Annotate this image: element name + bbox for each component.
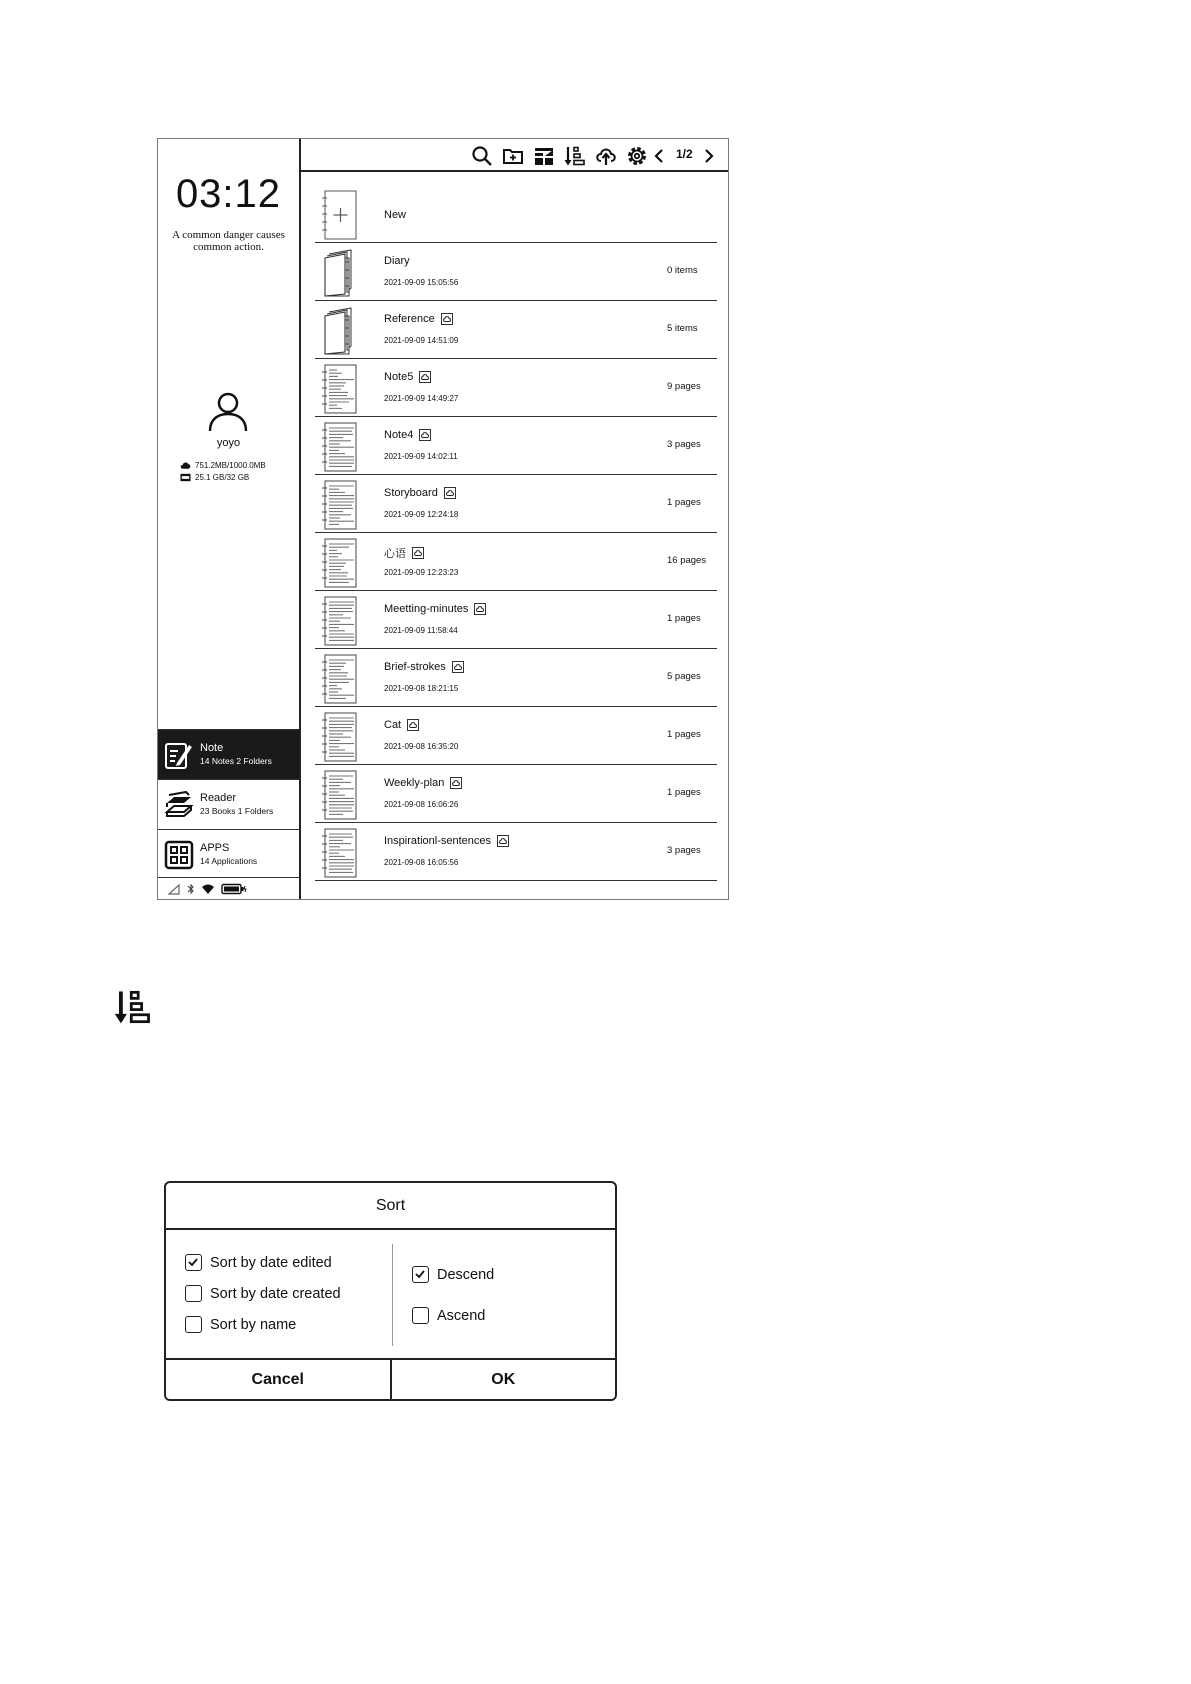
item-name-text: Diary — [384, 255, 410, 267]
device-storage — [180, 473, 249, 482]
new-note-icon — [321, 190, 357, 240]
item-name — [384, 313, 453, 325]
checkbox-unchecked[interactable] — [185, 1316, 202, 1333]
dialog-divider — [392, 1244, 393, 1346]
item-name — [384, 835, 509, 847]
nav-note-sub: 14 Notes 2 Folders — [200, 756, 272, 766]
item-date: 2021-09-09 12:24:18 — [384, 510, 459, 519]
nav-apps-sub: 14 Applications — [200, 856, 258, 866]
note-thumbnail — [321, 770, 357, 820]
note-row[interactable] — [315, 591, 717, 649]
sort-by-name-label: Sort by name — [210, 1316, 297, 1333]
cloud-storage-value: 751.2MB/1000.0MB — [195, 461, 266, 470]
item-date: 2021-09-09 11:58:44 — [384, 626, 458, 635]
sort-icon — [114, 988, 152, 1026]
sort-icon[interactable] — [564, 145, 586, 167]
note-thumbnail — [321, 654, 357, 704]
ok-button[interactable]: OK — [390, 1360, 616, 1399]
item-date: 2021-09-08 16:35:20 — [384, 742, 459, 751]
sort-dialog — [164, 1181, 617, 1401]
new-note-row[interactable] — [315, 185, 717, 243]
item-count: 1 pages — [667, 497, 701, 508]
note-row[interactable] — [315, 765, 717, 823]
item-name — [384, 719, 419, 731]
item-name — [384, 545, 424, 561]
checkbox-checked[interactable] — [185, 1254, 202, 1271]
item-name-text: Cat — [384, 719, 402, 731]
bluetooth-icon — [187, 883, 195, 895]
item-name — [384, 371, 431, 383]
nav-apps[interactable] — [158, 829, 299, 879]
note-row[interactable] — [315, 823, 717, 881]
note-thumbnail — [321, 480, 357, 530]
item-name-text: 心语 — [384, 548, 406, 560]
wifi-icon — [202, 883, 214, 895]
nav-note[interactable] — [158, 729, 299, 779]
grid-view-icon[interactable] — [533, 145, 555, 167]
item-count: 5 items — [667, 323, 698, 334]
device-storage-value: 25.1 GB/32 GB — [195, 473, 250, 482]
note-row[interactable] — [315, 359, 717, 417]
nav-reader[interactable] — [158, 779, 299, 829]
chevron-right-icon[interactable] — [702, 145, 716, 167]
nav-reader-label: Reader — [200, 792, 237, 804]
clock: 03:12 — [175, 172, 282, 216]
folder-thumbnail-icon — [321, 306, 357, 356]
sort-dialog-title: Sort — [166, 1183, 615, 1230]
cloud-sync-icon — [441, 313, 453, 325]
checkbox-checked[interactable] — [412, 1266, 429, 1283]
item-count: 5 pages — [667, 671, 701, 682]
note-thumbnail — [321, 538, 357, 588]
dialog-footer — [166, 1358, 615, 1399]
item-name — [384, 603, 486, 615]
item-name-text: Note5 — [384, 371, 414, 383]
note-thumbnail — [321, 596, 357, 646]
cloud-sync-icon — [452, 661, 464, 673]
ascend-label: Ascend — [437, 1307, 486, 1324]
item-count: 3 pages — [667, 845, 701, 856]
cloud-sync-icon — [407, 719, 419, 731]
item-name — [384, 255, 410, 267]
note-thumbnail — [321, 712, 357, 762]
item-name-text: Weekly-plan — [384, 777, 445, 789]
cloud-sync-icon — [450, 777, 462, 789]
cloud-sync-icon — [419, 371, 431, 383]
cloud-sync-icon — [412, 547, 424, 559]
sort-by-name-option[interactable] — [185, 1316, 296, 1333]
item-date: 2021-09-09 14:49:27 — [384, 394, 459, 403]
note-icon — [164, 740, 194, 770]
battery-icon — [221, 883, 247, 895]
note-row[interactable] — [315, 707, 717, 765]
new-folder-icon[interactable] — [502, 145, 524, 167]
cloud-sync-icon — [497, 835, 509, 847]
username: yoyo — [216, 437, 241, 449]
cloud-icon — [180, 461, 191, 470]
item-name-text: Brief-strokes — [384, 661, 446, 673]
item-name — [384, 429, 431, 441]
item-date: 2021-09-09 14:51:09 — [384, 336, 459, 345]
item-name-text: Inspirationl-sentences — [384, 835, 492, 847]
item-name-text: Note4 — [384, 429, 414, 441]
note-thumbnail — [321, 364, 357, 414]
nav-note-label: Note — [200, 742, 224, 754]
item-name-text: Meetting-minutes — [384, 603, 469, 615]
daily-quote: A common danger causes common action. — [172, 229, 285, 253]
item-date: 2021-09-08 18:21:15 — [384, 684, 459, 693]
checkbox-unchecked[interactable] — [412, 1307, 429, 1324]
sidebar — [158, 139, 301, 899]
toolbar — [301, 139, 728, 172]
item-count: 16 pages — [667, 555, 707, 566]
note-row[interactable] — [315, 475, 717, 533]
books-icon — [164, 790, 194, 820]
item-count: 1 pages — [667, 787, 701, 798]
settings-icon[interactable] — [626, 145, 648, 167]
item-date: 2021-09-09 15:05:56 — [384, 278, 459, 287]
cloud-storage — [180, 461, 266, 470]
folder-row[interactable] — [315, 243, 717, 301]
status-bar — [158, 877, 299, 899]
cloud-upload-icon[interactable] — [595, 145, 617, 167]
ascend-option[interactable] — [412, 1307, 485, 1324]
note-thumbnail — [321, 422, 357, 472]
checkbox-unchecked[interactable] — [185, 1285, 202, 1302]
chevron-left-icon[interactable] — [652, 145, 666, 167]
item-count: 0 items — [667, 265, 698, 276]
item-count: 1 pages — [667, 613, 701, 624]
folder-thumbnail-icon — [321, 248, 357, 298]
note-row[interactable] — [315, 417, 717, 475]
item-count: 1 pages — [667, 729, 701, 740]
apps-grid-icon — [164, 840, 194, 870]
item-name-text: Storyboard — [384, 487, 438, 499]
item-name-text: Reference — [384, 313, 435, 325]
nav-reader-sub: 23 Books 1 Folders — [200, 806, 274, 816]
user-avatar-icon[interactable] — [206, 389, 250, 433]
sort-by-date-created-option[interactable] — [185, 1285, 341, 1302]
search-icon[interactable] — [471, 145, 493, 167]
item-name — [384, 661, 464, 673]
note-row[interactable] — [315, 533, 717, 591]
item-date: 2021-09-08 16:05:56 — [384, 858, 459, 867]
cancel-button[interactable]: Cancel — [166, 1360, 390, 1399]
item-name — [384, 777, 462, 789]
descend-option[interactable] — [412, 1266, 494, 1283]
folder-row[interactable] — [315, 301, 717, 359]
signal-icon — [168, 883, 180, 895]
item-count: 9 pages — [667, 381, 701, 392]
device-screenshot — [157, 138, 729, 900]
nav-apps-label: APPS — [200, 842, 230, 854]
sort-by-date-edited-label: Sort by date edited — [210, 1254, 332, 1271]
file-browser — [301, 139, 728, 899]
page-indicator: 1/2 — [676, 147, 693, 161]
item-date: 2021-09-09 12:23:23 — [384, 568, 459, 577]
item-count: 3 pages — [667, 439, 701, 450]
new-note-label: New — [384, 209, 407, 221]
item-date: 2021-09-09 14:02:11 — [384, 452, 458, 461]
cloud-sync-icon — [474, 603, 486, 615]
cloud-sync-icon — [444, 487, 456, 499]
cloud-sync-icon — [419, 429, 431, 441]
storage-chip-icon — [180, 473, 191, 482]
sort-by-date-created-label: Sort by date created — [210, 1285, 341, 1302]
note-thumbnail — [321, 828, 357, 878]
item-date: 2021-09-08 16:06:26 — [384, 800, 459, 809]
item-name — [384, 487, 456, 499]
descend-label: Descend — [437, 1266, 495, 1283]
sort-by-date-edited-option[interactable] — [185, 1254, 332, 1271]
note-row[interactable] — [315, 649, 717, 707]
